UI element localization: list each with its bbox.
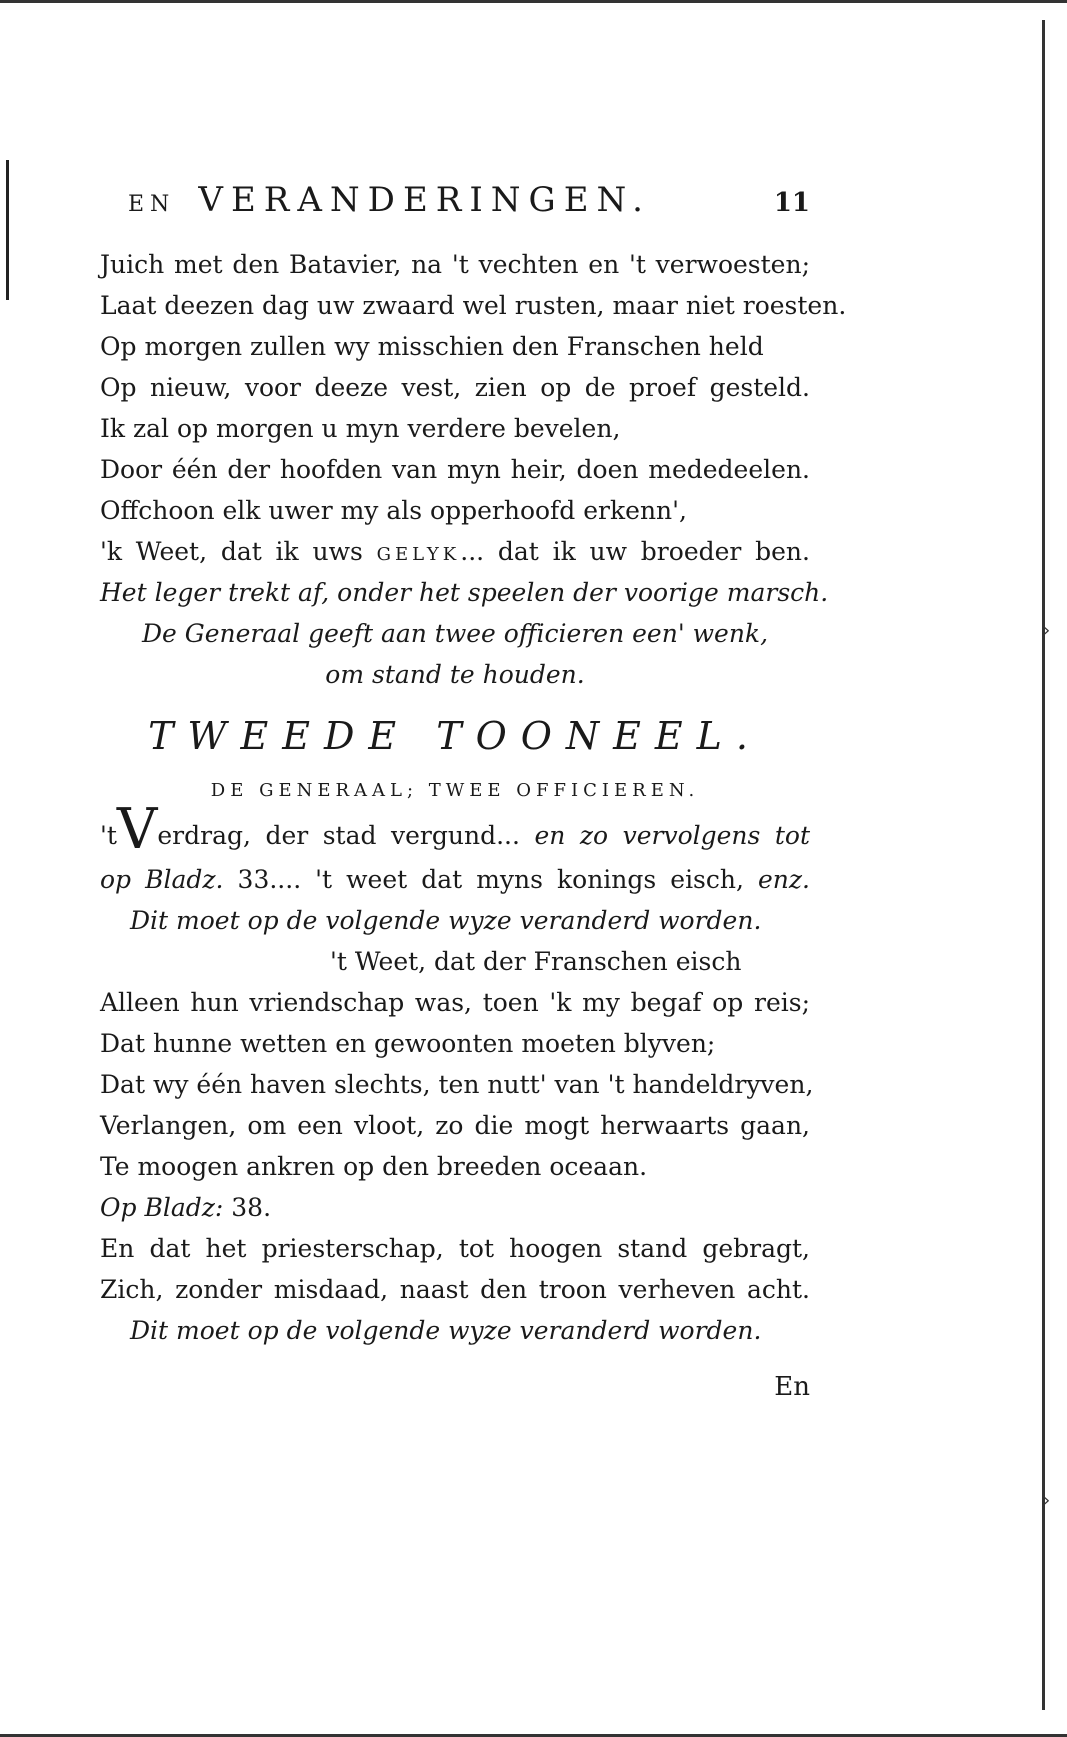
verdrag-rest: erdrag, der stad vergund... bbox=[157, 821, 520, 850]
binding-mark: › bbox=[1043, 620, 1051, 641]
catchword: En bbox=[774, 1372, 810, 1402]
verse-line: En dat het priesterschap, tot hoogen stand gebragt, bbox=[100, 1234, 810, 1263]
binding-mark: › bbox=[1043, 1490, 1051, 1511]
bladz-italic: op Bladz. bbox=[100, 865, 224, 894]
bladz-reference bbox=[100, 1187, 810, 1228]
gelyk-after: ... dat ik uw broeder ben. bbox=[460, 537, 810, 566]
verse-line: Op morgen zullen wy misschien den Franschen held bbox=[100, 332, 764, 361]
scan-border-left bbox=[6, 160, 9, 300]
scan-border-right bbox=[1042, 20, 1045, 1710]
verdrag-prefix: 't bbox=[100, 821, 117, 850]
verse-line: Juich met den Batavier, na 't vechten en 't verwoesten; bbox=[100, 250, 810, 279]
book-page bbox=[100, 180, 847, 1417]
scene-heading: TWEEDE TOONEEL. bbox=[148, 714, 762, 758]
page-number: 11 bbox=[773, 188, 810, 218]
bladz-ref-roman: 38. bbox=[231, 1193, 272, 1222]
stage-direction: Dit moet op de volgende wyze veranderd worden. bbox=[130, 1316, 762, 1345]
verse-line: Dat hunne wetten en gewoonten moeten blyven; bbox=[100, 1029, 716, 1058]
scan-border-top bbox=[0, 0, 1067, 3]
verse-line-gelyk bbox=[100, 531, 810, 572]
verse-line: Door één der hoofden van myn heir, doen mededeelen. bbox=[100, 455, 810, 484]
dramatis-personae: DE GENERAAL; TWEE OFFICIEREN. bbox=[210, 780, 700, 801]
bladz-enz: enz. bbox=[757, 865, 810, 894]
stage-direction: Het leger trekt af, onder het speelen der voorige marsch. bbox=[100, 578, 829, 607]
verse-line: Dat wy één haven slechts, ten nutt' van 't handeldryven, bbox=[100, 1070, 814, 1099]
drop-cap: V bbox=[116, 797, 158, 862]
verse-line: Laat deezen dag uw zwaard wel rusten, maar niet roesten. bbox=[100, 291, 847, 320]
stage-direction: De Generaal geeft aan twee officieren een' wenk, bbox=[141, 619, 769, 648]
bladz-ref-italic: Op Bladz: bbox=[100, 1193, 224, 1222]
verse-line-verdrag bbox=[100, 797, 810, 862]
verse-line: Ik zal op morgen u myn verdere bevelen, bbox=[100, 414, 621, 443]
verse-line: Verlangen, om een vloot, zo die mogt herwaarts gaan, bbox=[100, 1111, 810, 1140]
running-head-title: VERANDERINGEN. bbox=[198, 180, 651, 220]
gelyk-before: 'k Weet, dat ik uws bbox=[100, 537, 377, 566]
bladz-line bbox=[100, 859, 810, 900]
verse-line: Op nieuw, voor deeze vest, zien op de proef gesteld. bbox=[100, 373, 810, 402]
running-head bbox=[100, 180, 810, 230]
running-head-prefix: EN bbox=[128, 192, 176, 217]
gelyk-smallcaps: GELYK bbox=[376, 544, 461, 565]
verse-line: Alleen hun vriendschap was, toen 'k my begaf op reis; bbox=[100, 988, 810, 1017]
verse-line: 't Weet, dat der Franschen eisch bbox=[330, 947, 742, 976]
verse-line: Te moogen ankren op den breeden oceaan. bbox=[100, 1152, 648, 1181]
stage-direction: Dit moet op de volgende wyze veranderd worden. bbox=[130, 906, 762, 935]
verdrag-italic: en zo vervolgens tot bbox=[534, 821, 810, 850]
verse-line: Zich, zonder misdaad, naast den troon verheven acht. bbox=[100, 1275, 810, 1304]
bladz-roman: 33.... 't weet dat myns konings eisch, bbox=[237, 865, 744, 894]
stage-direction: om stand te houden. bbox=[325, 660, 585, 689]
verse-line: Offchoon elk uwer my als opperhoofd erkenn', bbox=[100, 496, 687, 525]
